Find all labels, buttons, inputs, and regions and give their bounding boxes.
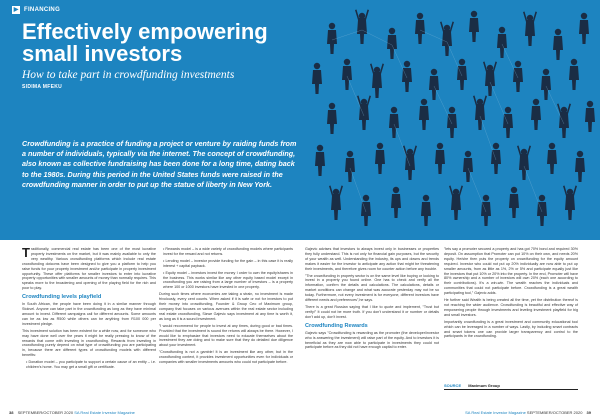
list-item: • Rewards model – is a wide variety of crowdfunding models where participants invest for the reward and not returns. [163,247,293,257]
footer-publication-left: SA Real Estate Investor Magazine [74,410,135,415]
footer-date-left: SEPTEMBER/OCTOBER 2020 [17,410,74,415]
list-item: • Equity model – investors invest the money I order to own the equity/shares in the business. This works similar like any other equity based model except in crowdfunding you are raising from a large number of investors – is a property where 100 or 1000 investors have invested in one property. [163,271,293,291]
section-label: FINANCING [24,7,61,13]
list-item: • Donation model – you participate to support a certain cause of an entity – i.e. children's home. You may get a small gift or certificate. [26,360,156,370]
bullet-list [159,247,293,290]
subheading: Crowdfunding levels playfield [22,294,102,301]
source-label: SOURCE [444,383,462,388]
paragraph: Traditionally, commercial real estate has been one of the most lucrative property investments on the market, but it was mainly available to only the very wealthy. Various crowdfunding platforms which include real estate crowdfunding dotcoms have been designed to give you a platform to help you raise funds for your property investment and/or participate in property investment opportunity. These offer platforms for smaller investors to enter into lucrative property opportunities with smaller amounts of money than normally requires. This speaks more to the broadening and opening of the playing field for the rich and poor to play. [22,245,156,291]
paragraph: This investment solution has been existent for a while now, and for someone who may have done well over the years it might be really pressing to know of the rewards that come with investing in crowdfunding. Rewards from investing in crowdfunding purely depend on what type of crowdfunding you are participating in, because there are different types of crowdfunding models with different benefits: [22,328,156,358]
crowd-illustration [292,0,600,240]
paragraph: He further said Wealth is being created all the time, yet the distribution thereof is not reaching the wider audience. Crowdfunding is beautiful and effective way of empowering people through investments and leveling investment playfield for big and small investors. [444,298,578,317]
section-icon: ▶ [13,7,19,13]
paragraph: During such times where economies are taking a strain, no investment is made frivolously, every cent counts. When asked if it is safe or not for investors to put their money into crowdfunding, Founder & Group Ceo of Maximum group, company that focuses on various avenues within the real estate sector including real estate crowdfunding, Sizwe Gajevic says investment at any time is worth it, as long as it is a sound investment. [159,292,293,321]
footer-left [6,410,135,415]
footer-date-right: SEPTEMBER/OCTOBER 2020 [526,410,583,415]
body-column-1 [22,247,156,372]
bullet-list [22,360,156,370]
paragraph: In South African, the people have been doing it in a similar manner through Stokvel. Anyone can take part in the crowdfunding as long as they have minimal amount to invest. Different campaigns call for different amounts. Some amounts can be as low as R500 while others can be anything from R100 000 per investment pledge. [22,302,156,326]
paragraph: "The crowdfunding in property sector is on the same level like buying or looking to invest in a property you found online. One has to check and verify all the information, confirm the details and calculations. The calculations, details or market conditions can change and what was accurate yesterday may not be so today. Furthermore, not every investment is for everyone, different investors have different needs and preferences",he says. [305,273,439,303]
page-number-right: 39 [586,410,591,415]
article-subtitle: How to take part in crowdfunding investments [22,69,235,81]
article-intro: Crowdfunding is a practice of funding a project or venture by raiding funds from a number of individuals, typically via the internet. The concept of crowdfunding, also known as collective fundraising has been done for a long time, dating back to the 1980s. During this period in the United States funds were raised in the crowdfunding manner in order to put up the statue of liberty in New York. [22,139,297,189]
paragraph: "Crowdfunding is not a gamble! It is an investment like any other, but in the crowdfunding context, it provides investment opportunities even for individuals or companies with smaller investments amounts who could not participate before. [159,350,293,365]
source-value: Maximum Group [468,383,500,388]
section-tag [12,6,60,14]
footer-publication-right: SA Real Estate Investor Magazine [465,410,526,415]
paragraph: Gajevic says "Crowdfunding is rewarding as the promoter (the developer/investor who is answering the investment) will raise part of the equity. And to investors it is beneficial as they are now able to participate in investments they could not participate before as they did not have enough capital to enter. [305,330,439,350]
paragraph: "lets say a promoter secured a property and has got 70% bond and required 30% deposit. On assumption that Promoter can put 10% on their own, and needs 20% equity. He/she then puts the property on crowdfunding for the equity amount required. Investor who could not put up 20% individually are now able to put up smaller amounts, from as little as 1%, 2% or 5% and participate equally just like the investors that put 10% or 20% into the property. In the end, Promoter will have 80% ownership and a number of investors will own 20% (each one according to their contributions). It's a win-win. The wealth reaches the individuals and communities that could not participate before. Crowdfunding is a great wealth participating tool," Gajevic adds. [444,247,578,296]
body-column-4 [444,247,578,341]
source-credit [444,383,578,390]
paragraph: Gajevic advises that investors to always invest only in businesses or properties they fully understand. This is not only for financial gain purposes, but the security of your wealth as well. Understanding the industry, its ups and downs and trends makes it easier for the investor to anticipate any action that might be threatening their investments, and therefore gives room for counter action before any trouble. [305,247,439,271]
article-title: Effectively empowering small investors [22,19,268,66]
drop-cap: T [22,245,30,260]
list-item: • Lending model – investor provide funding for the gain – in this case it is really interest + capital payback. [163,259,293,269]
page-number-left: 38 [9,410,14,415]
paragraph: There is a great Russian saying that I like to quote and implement, "Trust but verify!" It could not be more truth. If you don't understand it or number or details don't add up, don't invest. [305,304,439,319]
footer-right [465,410,594,415]
article-byline: SIDIMA MFEKU [22,84,63,90]
paragraph: "I would recommend for people to invest at any times, during good or bad times. Provided that the investment is sound the returns will always be there. However, I would like to emphasize that investors need to educate themselves about the investment they are doing and to make sure that they do detailed due diligence about your investment. [159,323,293,348]
body-column-2 [159,247,293,367]
subheading: Crowdfunding Rewards [305,322,368,329]
paragraph: Importantly crowdfunding is a great investment and community educational tool which can be leveraged in a number of ways. Lastly, by including smart contracts and smart tokens one can provide larger transparency and control to the participants in the crowdfunding. [444,319,578,339]
body-column-3 [305,247,439,352]
